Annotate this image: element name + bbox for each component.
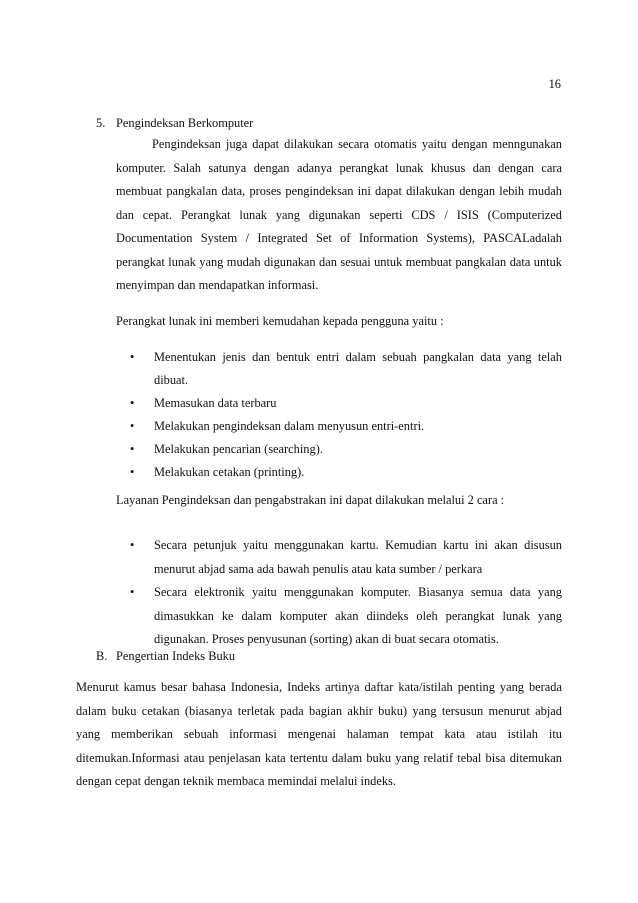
bullet-text: Secara petunjuk yaitu menggunakan kartu. Kemudian kartu ini akan disusun menurut abjad sama ada bawah penulis atau kata sumber / perkara (154, 538, 562, 576)
bullet-icon: • (130, 396, 135, 410)
section-5-paragraph-2: Perangkat lunak ini memberi kemudahan kepada pengguna yaitu : (116, 314, 444, 328)
bullet-icon: • (130, 442, 135, 456)
bullet-icon: • (130, 465, 135, 479)
bullet-icon: • (130, 419, 135, 433)
bullet-text: Melakukan cetakan (printing). (154, 465, 305, 479)
bullet-text: Memasukan data terbaru (154, 396, 277, 410)
section-5-paragraph-1: Pengindeksan juga dapat dilakukan secara otomatis yaitu dengan menngunakan komputer. Salah satunya dengan adanya perangkat lunak khusus dan dengan cara membuat pangkalan data, proses pengindeksan ini dapat dilakukan dengan lebih mudah dan cepat. Perangkat lunak yang digunakan seperti CDS / ISIS (Computerized Documentation System / Integrated Set of Information Systems), PASCALadalah perangkat lunak yang mudah digunakan dan sesuai untuk membuat pangkalan data untuk menyimpan dan mendapatkan informasi. (116, 137, 562, 292)
feature-bullet-list (130, 346, 562, 484)
section-5-paragraph-3: Layanan Pengindeksan dan pengabstrakan ini dapat dilakukan melalui 2 cara : (116, 493, 505, 507)
bullet-item (130, 438, 562, 461)
method-bullet-list (130, 534, 562, 652)
bullet-item (130, 581, 562, 652)
section-b-title: Pengertian Indeks Buku (116, 649, 236, 663)
bullet-icon: • (130, 350, 135, 364)
section-5-number: 5. (96, 116, 106, 130)
bullet-text: Secara elektronik yaitu menggunakan komputer. Biasanya semua data yang dimasukkan ke dalam komputer akan diindeks oleh perangkat lunak yang digunakan. Proses penyusunan (sorting) akan di buat secara otomatis. (154, 585, 562, 646)
bullet-item (130, 392, 562, 415)
bullet-icon: • (130, 585, 135, 599)
section-b-paragraph: Menurut kamus besar bahasa Indonesia, Indeks artinya daftar kata/istilah penting yang berada dalam buku cetakan (biasanya terletak pada bagian akhir buku) yang tersusun menurut abjad yang memberikan sebuah informasi mengenai halaman tempat kata atau istilah itu ditemukan.Informasi atau penjelasan kata tertentu dalam buku yang relatif tebal bisa ditemukan dengan cepat dengan teknik membaca memindai melalui indeks. (76, 680, 562, 788)
section-5-title: Pengindeksan Berkomputer (116, 116, 254, 130)
bullet-icon: • (130, 538, 135, 552)
page-number: 16 (548, 77, 561, 91)
bullet-item (130, 534, 562, 581)
bullet-item (130, 415, 562, 438)
bullet-text: Melakukan pengindeksan dalam menyusun entri-entri. (154, 419, 425, 433)
bullet-item (130, 461, 562, 484)
bullet-text: Menentukan jenis dan bentuk entri dalam sebuah pangkalan data yang telah dibuat. (154, 350, 562, 387)
section-b-number: B. (96, 649, 108, 663)
bullet-item (130, 346, 562, 392)
bullet-text: Melakukan pencarian (searching). (154, 442, 323, 456)
